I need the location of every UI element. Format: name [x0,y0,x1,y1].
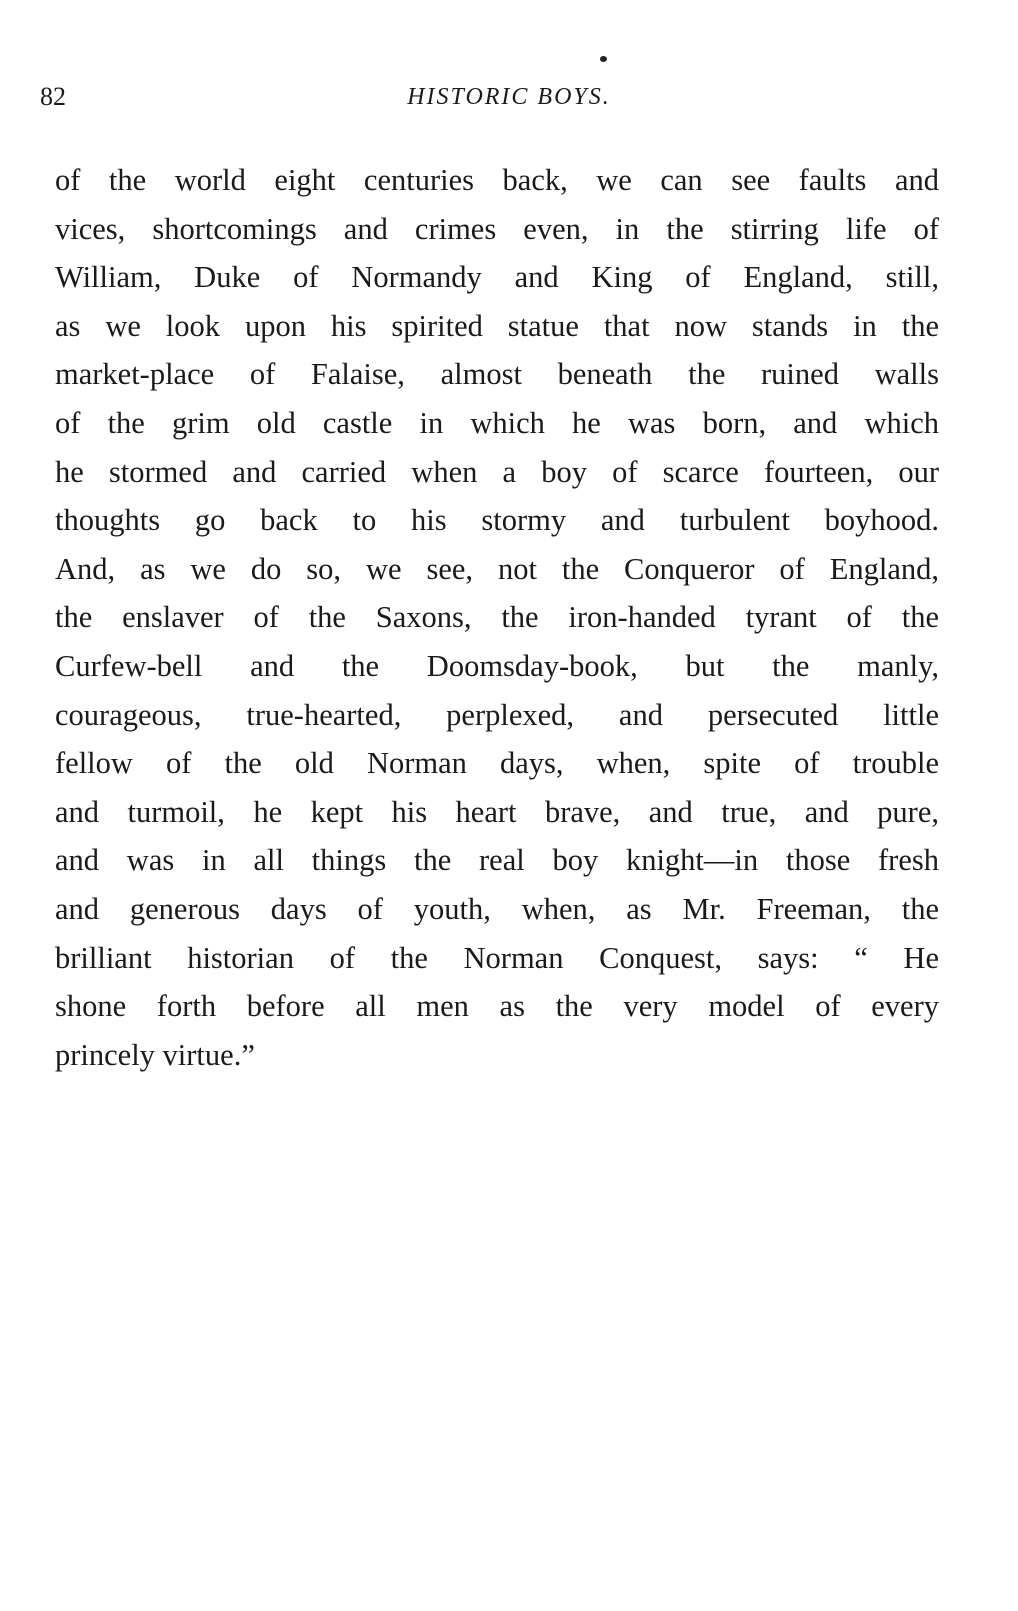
text-line: thoughts go back to his stormy and turbulent boyhood. [55,503,939,538]
text-line: And, as we do so, we see, not the Conqueror of England, [55,551,939,586]
text-line: William, Duke of Normandy and King of England, still, [55,260,939,295]
text-line: vices, shortcomings and crimes even, in the stirring life of [55,211,939,246]
text-line: fellow of the old Norman days, when, spite of trouble [55,746,939,781]
body-paragraph [55,156,939,1079]
text-line: courageous, true-hearted, perplexed, and persecuted little [55,697,939,732]
text-line: as we look upon his spirited statue that now stands in the [55,308,939,343]
text-line: Curfew-bell and the Doomsday-book, but the manly, [55,648,939,683]
text-line: shone forth before all men as the very model of every [55,989,939,1024]
text-line: of the grim old castle in which he was born, and which [55,405,939,440]
printer-mark [600,56,607,62]
text-line: brilliant historian of the Norman Conquest, says: “ He [55,940,939,975]
text-line: princely virtue.” [55,1037,255,1072]
text-line: he stormed and carried when a boy of scarce fourteen, our [55,454,939,489]
text-line: and was in all things the real boy knight—in those fresh [55,843,939,878]
text-line: of the world eight centuries back, we can see faults and [55,163,939,197]
text-line: the enslaver of the Saxons, the iron-handed tyrant of the [55,600,939,635]
page-number: 82 [40,82,66,111]
text-line: market-place of Falaise, almost beneath the ruined walls [55,357,939,392]
text-line: and turmoil, he kept his heart brave, and true, and pure, [55,794,939,829]
running-title: HISTORIC BOYS. [407,84,611,110]
text-line: and generous days of youth, when, as Mr. Freeman, the [55,891,939,926]
